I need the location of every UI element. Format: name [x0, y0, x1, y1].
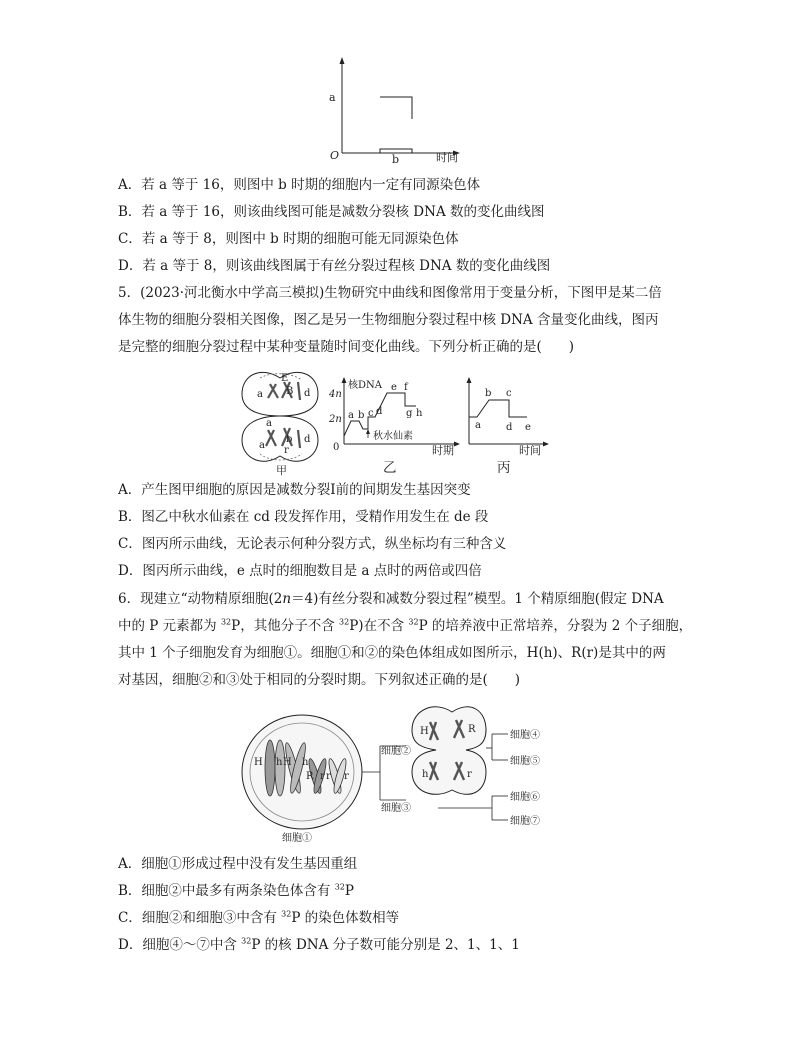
figure-chart-yi — [328, 376, 463, 458]
cell7-label: 细胞⑦ — [510, 816, 540, 827]
q4-option-d: D．若 a 等于 8，则该曲线图属于有丝分裂过程核 DNA 数的变化曲线图 — [118, 258, 551, 274]
q5-option-d: D．图丙所示曲线，e 点时的细胞数目是 a 点时的两倍或四倍 — [118, 563, 482, 579]
jia-label-9: r — [284, 445, 289, 456]
cell2-gene-4: r — [467, 769, 472, 780]
q5-option-b: B．图乙中秋水仙素在 cd 段发挥作用，受精作用发生在 de 段 — [118, 509, 489, 525]
jia-label-1: a — [257, 389, 263, 400]
yi-caption: 乙 — [383, 460, 397, 476]
q6-stem-line-4: 对基因，细胞②和③处于相同的分裂时期。下列叙述正确的是( ) — [118, 672, 521, 688]
bing-caption: 丙 — [497, 460, 511, 476]
q5-option-c: C．图丙所示曲线，无论表示何种分裂方式，纵坐标均有三种含义 — [118, 536, 507, 552]
q6-option-c: C．细胞②和细胞③中含有 $^{32}$P 的染色体数相等 — [118, 909, 400, 926]
jia-label-4: d — [304, 388, 311, 399]
q5-stem-line-3: 是完整的细胞分裂过程中某种变量随时间变化曲线。下列分析正确的是( ) — [118, 339, 575, 355]
x-label: 时间 — [436, 151, 458, 164]
cell1-gene-8: r — [344, 771, 349, 782]
bing-point-c: c — [506, 388, 512, 399]
yi-origin: 0 — [333, 442, 340, 453]
yi-point-c: c — [368, 408, 374, 419]
yi-point-h: h — [416, 408, 423, 419]
q5-stem-line-2: 体生物的细胞分裂相关图像，图乙是另一生物细胞分裂过程中核 DNA 含量变化曲线，图丙 — [118, 312, 659, 328]
jia-label-8: E — [281, 373, 289, 384]
jia-label-5: a — [266, 418, 272, 429]
bing-point-b: b — [485, 388, 492, 399]
q6-option-a: A．细胞①形成过程中没有发生基因重组 — [118, 856, 358, 872]
cell5-label: 细胞⑤ — [510, 756, 540, 767]
cell1-gene-4: h — [302, 757, 309, 768]
cell1-gene-6: r — [320, 771, 325, 782]
jia-label-6: b — [286, 434, 293, 445]
q5-stem-line-1: 5．(2023·河北衡水中学高三模拟)生物研究中曲线和图像常用于变量分析，下图甲是某二倍 — [118, 285, 662, 301]
q4-option-c: C．若 a 等于 8，则图中 b 时期的细胞可能无同源染色体 — [118, 231, 459, 247]
jia-label-3: B — [286, 386, 294, 397]
q6-stem-line-2: 中的 P 元素都为 $^{32}$P，其他分子不含 $^{32}$P)在不含 $^{32}$P 的培养液中正常培养，分裂为 2 个子细胞， — [118, 617, 693, 634]
cell2-gene-3: h — [422, 769, 429, 780]
figure-cell-division-model — [240, 696, 570, 848]
cell1-label: 细胞① — [282, 833, 312, 844]
q4-option-b: B．若 a 等于 16，则该曲线图可能是减数分裂核 DNA 数的变化曲线图 — [118, 204, 545, 220]
bing-point-e: e — [525, 422, 531, 433]
y-label: a — [329, 91, 336, 104]
cell3-label: 细胞③ — [381, 803, 411, 814]
yi-point-a: a — [348, 410, 354, 421]
yi-note: 秋水仙素 — [373, 431, 413, 442]
cell1-gene-7: r — [326, 771, 331, 782]
cell1-gene-5: R — [306, 771, 314, 782]
q4-option-a: A．若 a 等于 16，则图中 b 时期的细胞内一定有同源染色体 — [118, 177, 481, 193]
jia-label-7: d — [304, 434, 311, 445]
bing-point-d: d — [506, 422, 513, 433]
yi-x-label: 时期 — [432, 444, 454, 457]
yi-point-b: b — [358, 410, 365, 421]
segment-label: b — [392, 153, 400, 166]
bing-x-label: 时间 — [519, 444, 541, 457]
jia-label-2: a — [259, 440, 265, 451]
cell2-gene-2: R — [468, 724, 476, 735]
yi-point-f: f — [404, 382, 408, 393]
cell4-label: 细胞④ — [510, 730, 540, 741]
cell1-gene-2: h — [276, 757, 283, 768]
origin-label: O — [330, 149, 340, 162]
yi-point-d: d — [376, 406, 383, 417]
yi-y-title: 核DNA — [348, 380, 382, 391]
q6-stem-line-3: 其中 1 个子细胞发育为细胞①。细胞①和②的染色体组成如图所示，H(h)、R(r)是其中的两 — [118, 645, 666, 661]
q6-option-b: B．细胞②中最多有两条染色体含有 $^{32}$P — [118, 882, 354, 899]
q6-option-d: D．细胞④～⑦中含 $^{32}$P 的核 DNA 分子数可能分别是 2、1、1、1 — [118, 936, 520, 953]
yi-tick-2n: 2n — [329, 414, 342, 425]
yi-point-e: e — [391, 382, 397, 393]
figure-chart-bing — [463, 376, 553, 458]
cell2-label: 细胞② — [381, 746, 411, 757]
q5-option-a: A．产生图甲细胞的原因是减数分裂Ⅰ前的间期发生基因突变 — [118, 482, 471, 498]
bing-point-a: a — [475, 420, 481, 431]
cell6-label: 细胞⑥ — [510, 792, 540, 803]
figure-cell-jia — [240, 364, 320, 476]
yi-tick-4n: 4n — [329, 389, 342, 400]
jia-caption: 甲 — [276, 464, 287, 476]
q6-stem-line-1: 6．现建立“动物精原细胞(2n＝4)有丝分裂和减数分裂过程”模型。1 个精原细胞(假定 DNA — [118, 591, 664, 607]
cell1-gene-1: H — [254, 757, 263, 768]
cell1-gene-3: H — [283, 757, 292, 768]
figure-step-graph — [326, 55, 476, 167]
cell2-gene-1: H — [420, 726, 429, 737]
yi-point-g: g — [406, 408, 413, 419]
